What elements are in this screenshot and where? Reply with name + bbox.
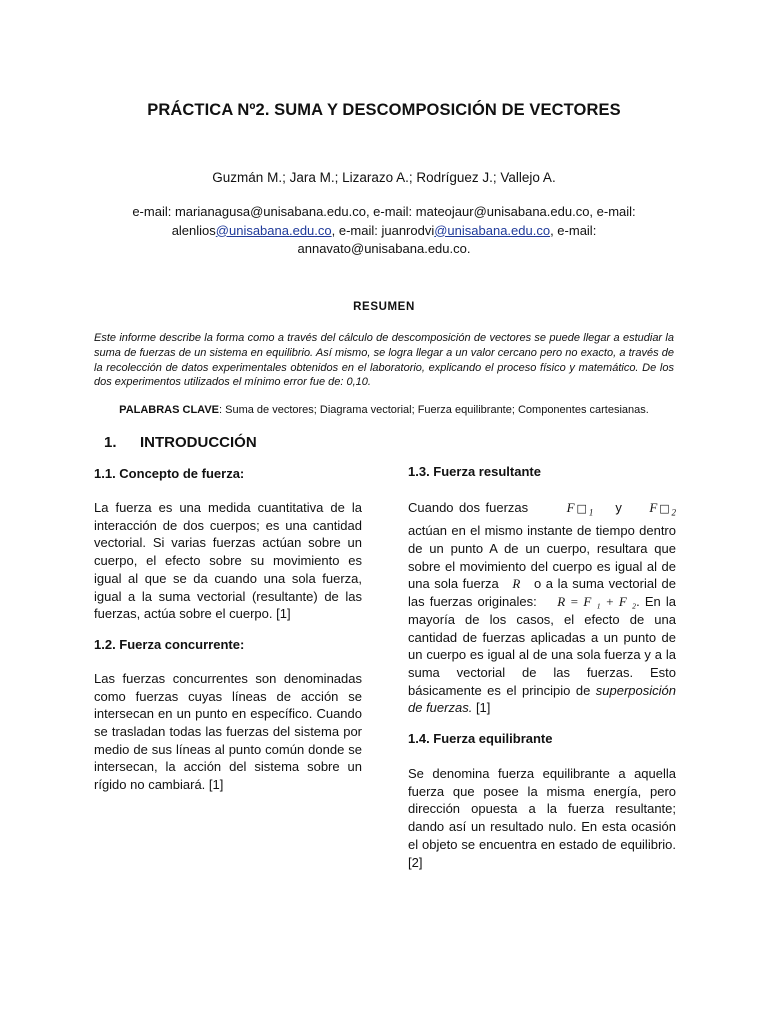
section-title: INTRODUCCIÓN (140, 434, 257, 451)
paragraph-fuerza-resultante: Cuando dos fuerzas $F□_1$ y $F□_2$ actúan en el mismo instante de tiempo dentro de un punto A de un cuerpo, resultara que sobre el movimiento del cuerpo es igual al de una sola fuerza R o a la suma vectorial de las fuerzas originales: R = F ₁ + F ₂. En la mayoría de los casos, el efecto de una cantidad de fuerzas aplicadas a un punto de un cuerpo es igual al de una sola fuerza y a la suma vectorial de las fuerzas. Esto básicamente es el principio de superposición de fuerzas. [1] (408, 500, 677, 716)
subsection-heading-1-2: 1.2. Fuerza concurrente: (94, 636, 245, 652)
keywords-text: : Suma de vectores; Diagrama vectorial; Fuerza equilibrante; Componentes cartesianas. (219, 404, 649, 416)
abstract-heading: RESUMEN (353, 301, 415, 313)
author-list: Guzmán M.; Jara M.; Lizarazo A.; Rodríguez J.; Vallejo A. (212, 170, 556, 185)
subsection-heading-1-4: 1.4. Fuerza equilibrante (408, 731, 553, 747)
email-block (96, 203, 672, 259)
resultant-symbol: R (512, 576, 521, 592)
force-symbol-f1: $F□_1$ (566, 500, 594, 518)
left-column (94, 466, 362, 794)
section-number: 1. (104, 434, 117, 451)
subsection-heading-1-1: 1.1. Concepto de fuerza: (94, 466, 245, 481)
email-line-2: alenlios@unisabana.edu.co, e-mail: juanrodvi@unisabana.edu.co, e-mail: (171, 222, 597, 238)
email-link[interactable]: @unisabana.edu.co (434, 222, 551, 238)
force-symbol-f2: $F□_2$ (649, 500, 676, 518)
keywords-label: PALABRAS CLAVE (119, 404, 219, 416)
keywords-line (94, 404, 674, 416)
abstract-text: Este informe describe la forma como a través del cálculo de descomposición de vectores se puede llegar a estudiar la suma de fuerzas de un sistema en equilibrio. Así mismo, se logra llegar a un valor cercano pero no exacto, a través de la recolección de datos experimentales obtenidos en el laboratorio, explicando el proceso físico y matemático. De los dos experimentos utilizados el mínimo error fue de: 0,10. (94, 332, 674, 389)
subsection-heading-1-3: 1.3. Fuerza resultante (408, 464, 541, 479)
email-line-1: e-mail: marianagusa@unisabana.edu.co, e-mail: mateojaur@unisabana.edu.co, e-mail: (132, 204, 636, 219)
section-heading-introduccion (104, 434, 257, 451)
resultant-equation: R = F ₁ + F ₂ (557, 594, 637, 610)
paper-title: PRÁCTICA Nº2. SUMA Y DESCOMPOSICIÓN DE VECTORES (147, 101, 621, 119)
paragraph-concepto-fuerza: La fuerza es una medida cuantitativa de la interacción de dos cuerpos; es una cantidad vectorial. Si varias fuerzas actúan sobre un cuerpo, el efecto sobre su movimiento es igual al que se da cuando una sola fuerza, igual a la suma vectorial (resultante) de las fuerzas, actúa sobre el cuerpo. [1] (94, 500, 362, 622)
email-link[interactable]: @unisabana.edu.co (215, 222, 332, 238)
right-column (408, 464, 676, 871)
paragraph-fuerza-equilibrante: Se denomina fuerza equilibrante a aquella fuerza que posee la misma energía, pero dirección opuesta a la fuerza resultante; dando así un resultado nulo. En esta ocasión el objeto se encuentra en estado de equilibrio. [2] (408, 766, 676, 870)
email-line-3: annavato@unisabana.edu.co. (297, 241, 471, 256)
paragraph-fuerza-concurrente: Las fuerzas concurrentes son denominadas como fuerzas cuyas líneas de acción se intersecan en un punto en específico. Cuando se trasladan todas las fuerzas del sistema por medio de sus líneas al punto común donde se intersecan, la acción del sistema sobre un rígido no cambiará. [1] (94, 670, 362, 793)
